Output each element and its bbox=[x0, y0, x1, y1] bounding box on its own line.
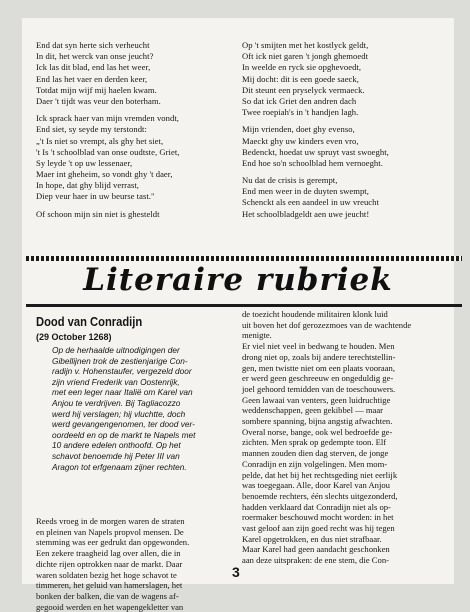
body-line: roermaker beschouwd mocht worden: in het bbox=[242, 512, 394, 523]
intro-line: met een leger naar Italië om Karel van bbox=[52, 387, 193, 398]
poem-line: 't Is 't schoolblad van onse oudtste, Griet, bbox=[36, 146, 180, 157]
intro-line: Aragon tot erfgenaam zijner rechten. bbox=[52, 461, 187, 472]
poem-line: Mijn vrienden, doet ghy evenso, bbox=[242, 124, 355, 135]
body-line: Er viel niet veel in bedwang te houden. Men bbox=[242, 341, 395, 352]
body-line: gegooid werden en het wapengekletter van bbox=[36, 601, 184, 612]
intro-line: werd gevangengenomen, ter dood ver- bbox=[52, 419, 195, 430]
poem-line: Op 't smijten met het kostlyck geldt, bbox=[242, 40, 369, 50]
poem-right-column bbox=[242, 40, 452, 220]
poem-line: Ick sprack haer van mijn vremden vondt, bbox=[36, 113, 179, 124]
article-date: (29 October 1268) bbox=[36, 332, 112, 342]
poem-line: Schenckt als een aandeel in uw vreucht bbox=[242, 197, 379, 208]
poem-line: Mij docht: dit is een goede saeck, bbox=[242, 73, 359, 84]
body-line: en pleinen van Napels propvol mensen. De bbox=[36, 526, 184, 537]
poem-line: In dit, het werck van onse jeucht? bbox=[36, 51, 154, 62]
body-line: uit boven het dof gerozezmoes van de wachtende bbox=[242, 319, 412, 330]
body-line: timmeren, het geluid van hamerslagen, het bbox=[36, 580, 183, 591]
poem-line: Bedenckt, hoedat uw spruyt vast swoeght, bbox=[242, 146, 389, 157]
body-line: joel gehoord temidden van de toeschouwers. bbox=[242, 383, 396, 394]
article-title: Dood van Conradijn bbox=[36, 314, 143, 329]
poem-line: „'t Is niet so vrempt, als ghy het siet, bbox=[36, 135, 164, 146]
body-line: Conradijn en zijn volgelingen. Men mom- bbox=[242, 458, 388, 469]
poem-line: Het schoolbladgeldt aen uwe jeucht! bbox=[242, 208, 370, 219]
body-line: Overal norse, bange, ook wel bedroefde ge- bbox=[242, 426, 393, 437]
intro-line: radijn v. Hohenstaufer, vergezeld door bbox=[52, 366, 192, 377]
body-line: benoemde rechters, één slechts uitgezonderd, bbox=[242, 490, 398, 501]
poem-line: So dat ick Griet den andren dach bbox=[242, 95, 357, 106]
body-line: Reeds vroeg in de morgen waren de straten bbox=[36, 516, 185, 526]
body-line: gen, men twistte niet om een plaats vooraan, bbox=[242, 362, 395, 373]
body-line: er werd geen geschreeuw en ongeduldig ge- bbox=[242, 373, 394, 384]
body-line: weddenschappen, geen gekibbel — maar bbox=[242, 405, 384, 416]
poem-line: Maeckt ghy uw kinders even vro, bbox=[242, 135, 359, 146]
body-line: Maar Karel had geen aandacht geschonken bbox=[242, 544, 390, 555]
poem-line: Of schoon mijn sin niet is ghesteldt bbox=[36, 208, 160, 219]
poem-line: Diep veur haer in uw beurse tast." bbox=[36, 191, 155, 202]
body-line: was toegegaan. Alle, door Karel van Anjou bbox=[242, 480, 390, 491]
poem-line: Maer int gheheim, so vondt ghy 't daer, bbox=[36, 169, 173, 180]
section-divider-bottom bbox=[26, 304, 462, 307]
article-intro bbox=[52, 345, 238, 472]
section-title: Literaire rubriek bbox=[83, 262, 393, 298]
body-line: vast geloof aan zijn goed recht was hij tegen bbox=[242, 523, 395, 534]
body-line: waren soldaten bezig het hoge schavot te bbox=[36, 569, 177, 580]
article-body-left bbox=[36, 516, 236, 612]
intro-line: werd hij verslagen; hij vluchtte, doch bbox=[52, 408, 186, 419]
poem-line: End men weer in de duyten swempt, bbox=[242, 186, 369, 197]
intro-line: Anjou te verdrijven. Bij Tagliacozzo bbox=[52, 397, 181, 408]
section-divider-top bbox=[26, 256, 462, 261]
poem-line: Nu dat de crisis is gerempt, bbox=[242, 175, 338, 186]
poem-line: Sy leyde 't op uw lessenaer, bbox=[36, 157, 133, 168]
poem-line: In weelde en ryck sie opghevoedt, bbox=[242, 62, 362, 73]
page-number: 3 bbox=[232, 564, 240, 580]
poem-line: End hoe so'n schoolblad hem vernoeght. bbox=[242, 157, 383, 168]
body-line: dichte rijen optrokken naar de markt. Daar bbox=[36, 558, 183, 569]
body-line: bonken der balken, die van de wagens af- bbox=[36, 590, 179, 601]
body-line: pelde, dat het bij het rechtsgeding niet eerlijk bbox=[242, 469, 398, 480]
poem-line: End siet, sy seyde my terstondt: bbox=[36, 124, 147, 135]
poem-line: Daer 't tijdt was veur den boterham. bbox=[36, 95, 161, 106]
body-line: stemming was eer gedrukt dan opgewonden. bbox=[36, 537, 190, 548]
poem-line: Oft ick niet garen 't jongh ghemoedt bbox=[242, 51, 369, 62]
body-line: Een zekere traagheid lag over allen, die in bbox=[36, 548, 181, 559]
body-line: Geen lawaai van venters, geen luidruchtige bbox=[242, 394, 391, 405]
intro-line: Op de herhaalde uitnodigingen der bbox=[52, 345, 180, 355]
poem-line: Ick las dit blad, end las het weer, bbox=[36, 62, 151, 73]
body-line: hadden verklaard dat Conradijn niet als op- bbox=[242, 501, 391, 512]
poem-line: End las het vaer en derden keer, bbox=[36, 73, 148, 84]
body-line: sombere spanning, bijna angstig afwachten. bbox=[242, 416, 393, 427]
body-line: zichten. Men sprak op gedempte toon. Elf bbox=[242, 437, 387, 448]
magazine-page bbox=[22, 18, 454, 612]
body-line: menigte. bbox=[242, 330, 272, 341]
poem-line: Twee roepiah's in 't handjen lagh. bbox=[242, 107, 359, 118]
poem-line: Dit steunt een pryselyck vermaeck. bbox=[242, 84, 365, 95]
poem-left-column bbox=[36, 40, 236, 220]
body-line: Karel opgetrokken, en dus niet strafbaar. bbox=[242, 533, 382, 544]
intro-line: 10 andere edelen onthoofd. Op het bbox=[52, 440, 181, 451]
intro-line: zijn vriend Frederik van Oostenrijk, bbox=[52, 376, 180, 387]
intro-line: oordeeld en op de markt te Napels met bbox=[52, 429, 196, 440]
intro-line: Gibellijnen trok de zestienjarige Con- bbox=[52, 355, 188, 366]
body-line: drong niet op, zoals bij andere terechtstellin- bbox=[242, 351, 396, 362]
poem-line: In hope, dat ghy blijd verrast, bbox=[36, 180, 139, 191]
body-line: aan deze uitspraken: de ene stem, die Con- bbox=[242, 555, 389, 566]
poem-line: Totdat mijn wijf mij haelen kwam. bbox=[36, 84, 157, 95]
body-line: de toezicht houdende militairen klonk luid bbox=[242, 309, 388, 319]
poem-line: End dat syn herte sich verheucht bbox=[36, 40, 150, 50]
intro-line: schavot benoemde hij Peter III van bbox=[52, 450, 180, 461]
body-line: mannen zouden dien dag sterven, de jonge bbox=[242, 448, 389, 459]
article-body-right bbox=[242, 309, 452, 566]
